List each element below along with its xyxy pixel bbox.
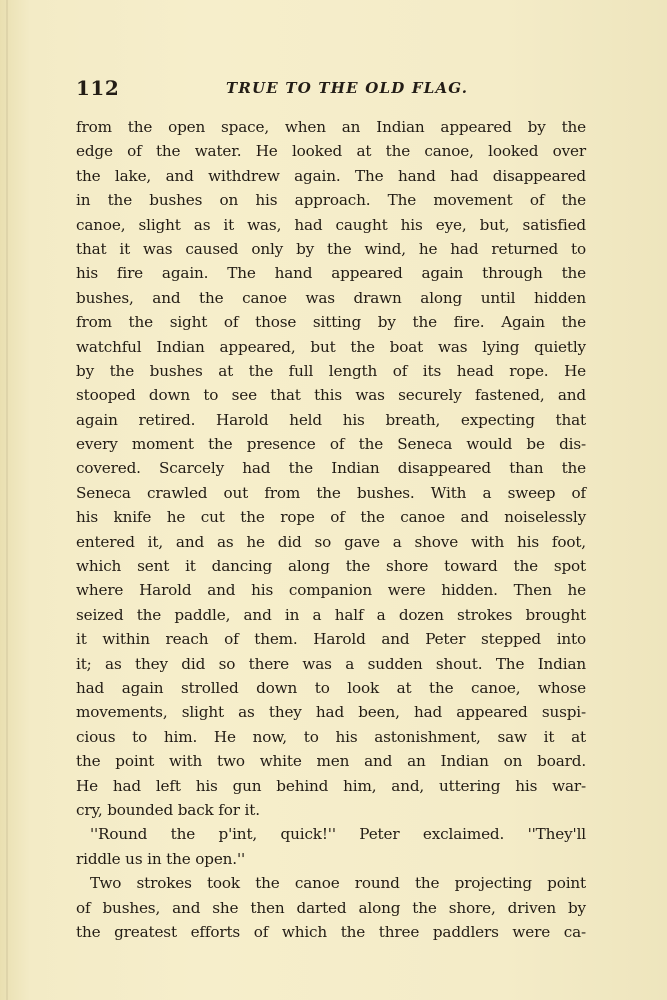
paragraph-end-line: cry, bounded back for it.	[76, 800, 260, 819]
text-line: the lake, and withdrew again. The hand had disappeared	[76, 166, 586, 185]
text-line: every moment the presence of the Seneca would be dis-	[76, 435, 586, 454]
text-line: entered it, and as he did so gave a shove with his foot,	[76, 532, 586, 551]
running-title: TRUE TO THE OLD FLAG.	[226, 79, 469, 97]
text-line: cious to him. He now, to his astonishment, saw it at	[76, 727, 586, 746]
text-line: of bushes, and she then darted along the shore, driven by	[76, 898, 586, 917]
text-line: by the bushes at the full length of its head rope. He	[76, 361, 586, 380]
paragraph-end-line: riddle us in the open.''	[76, 849, 246, 868]
text-line: watchful Indian appeared, but the boat was lying quietly	[76, 337, 586, 356]
text-line: from the open space, when an Indian appeared by the	[76, 118, 586, 136]
text-line: the point with two white men and an Indian on board.	[76, 752, 586, 771]
text-line: that it was caused only by the wind, he had returned to	[76, 239, 586, 258]
text-line: stooped down to see that this was securely fastened, and	[76, 386, 586, 405]
text-line: the greatest efforts of which the three paddlers were ca-	[76, 922, 586, 941]
text-line: bushes, and the canoe was drawn along until hidden	[76, 288, 586, 307]
text-line: movements, slight as they had been, had appeared suspi-	[76, 703, 586, 722]
paragraph-start-line: Two strokes took the canoe round the projecting point	[90, 874, 586, 893]
page-edge-shadow	[6, 0, 8, 1000]
text-line: edge of the water. He looked at the canoe, looked over	[76, 142, 586, 161]
text-line: again retired. Harold held his breath, expecting that	[76, 410, 586, 429]
text-line: seized the paddle, and in a half a dozen strokes brought	[76, 605, 586, 624]
text-line: had again strolled down to look at the canoe, whose	[76, 678, 586, 697]
text-line: where Harold and his companion were hidden. Then he	[76, 581, 586, 600]
page-number: 112	[76, 76, 120, 100]
text-line: He had left his gun behind him, and, uttering his war-	[76, 776, 586, 795]
text-line: in the bushes on his approach. The movement of the	[76, 191, 586, 210]
text-line: from the sight of those sitting by the fire. Again the	[76, 313, 586, 332]
body-text	[76, 115, 586, 944]
text-line: it within reach of them. Harold and Peter stepped into	[76, 630, 586, 649]
dialogue-line: ''Round the p'int, quick!'' Peter exclaimed. ''They'll	[90, 825, 586, 844]
text-line: his knife he cut the rope of the canoe and noiselessly	[76, 508, 586, 527]
text-line: canoe, slight as it was, had caught his eye, but, satisfied	[76, 215, 586, 234]
text-line: covered. Scarcely had the Indian disappeared than the	[76, 459, 586, 478]
running-header	[76, 76, 596, 100]
text-line: Seneca crawled out from the bushes. With a sweep of	[76, 483, 586, 502]
text-line: which sent it dancing along the shore toward the spot	[76, 557, 586, 576]
text-line: it; as they did so there was a sudden shout. The Indian	[76, 654, 586, 673]
text-line: his fire again. The hand appeared again through the	[76, 264, 586, 283]
